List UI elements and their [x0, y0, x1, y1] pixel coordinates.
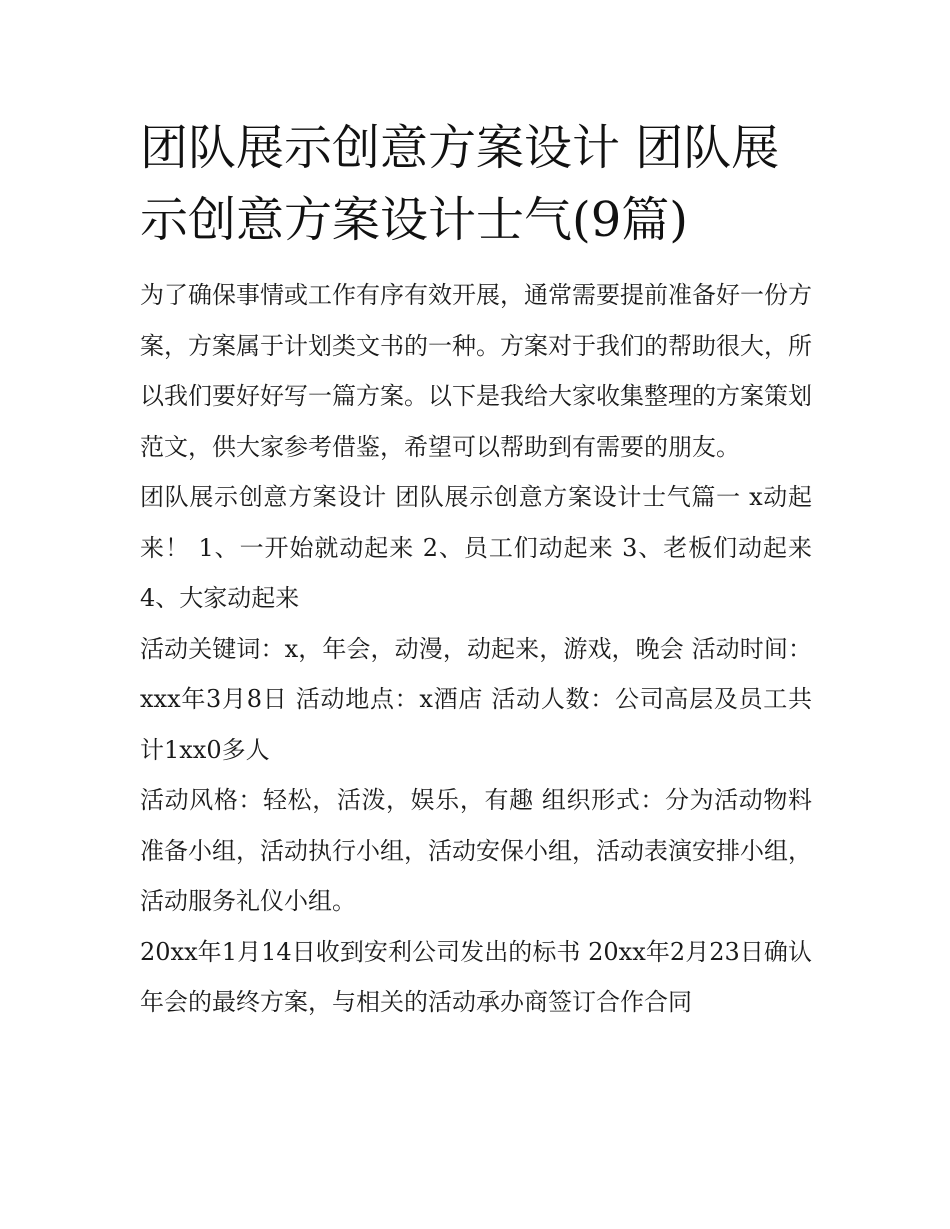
document-title: 团队展示创意方案设计 团队展示创意方案设计士气(9篇)	[140, 120, 780, 248]
document-body	[140, 112, 812, 1028]
paragraph-schedule: 20xx年1月14日收到安利公司发出的标书 20xx年2月23日确认年会的最终方案，与相关的活动承办商签订合作合同	[140, 937, 812, 1016]
paragraph-intro: 为了确保事情或工作有序有效开展，通常需要提前准备好一份方案，方案属于计划类文书的一种。方案对于我们的帮助很大，所以我们要好好写一篇方案。以下是我给大家收集整理的方案策划范文，供大家参考借鉴，希望可以帮助到有需要的朋友。	[140, 281, 812, 461]
paragraph-activity-keywords: 活动关键词：x，年会，动漫，动起来，游戏，晚会 活动时间：xxx年3月8日 活动地点：x酒店 活动人数：公司高层及员工共计1xx0多人	[140, 634, 812, 764]
paragraph-activity-style: 活动风格：轻松，活泼，娱乐，有趣 组织形式：分为活动物料准备小组，活动执行小组，活动安保小组，活动表演安排小组，活动服务礼仪小组。	[140, 786, 812, 915]
paragraph-article-one: 团队展示创意方案设计 团队展示创意方案设计士气篇一 x动起来！ 1、一开始就动起来 2、员工们动起来 3、老板们动起来 4、大家动起来	[140, 483, 812, 612]
